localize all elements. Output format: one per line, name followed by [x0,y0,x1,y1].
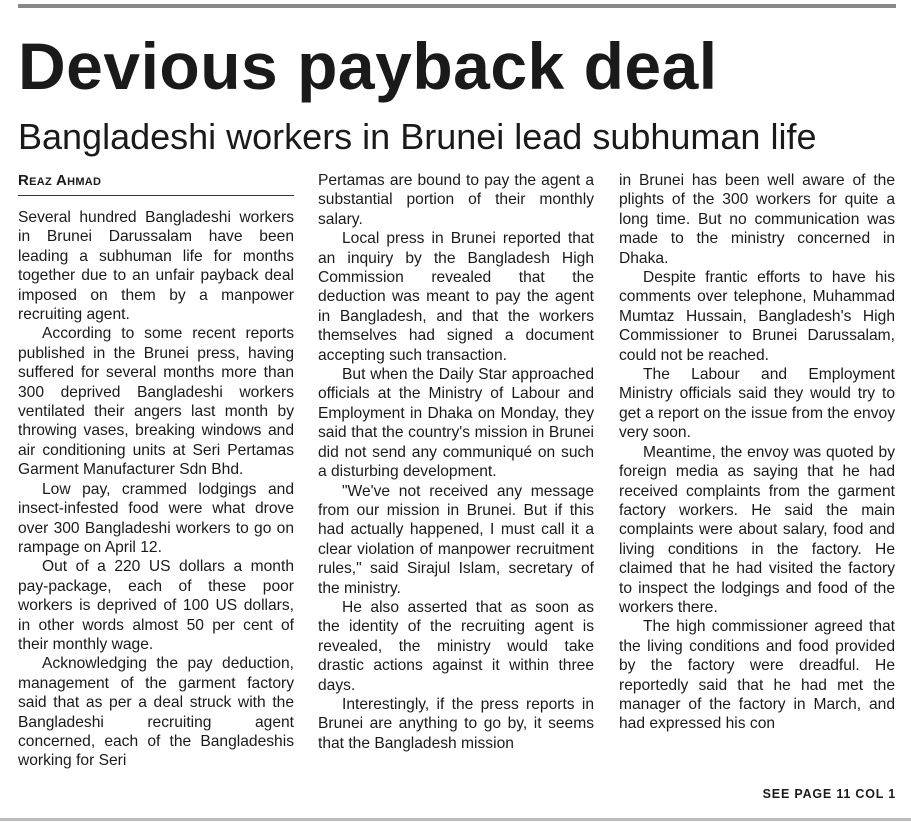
paragraph: Acknowledging the pay deduction, management of the garment factory said that as per a deal struck with the Bangladeshi recruiting agent concerned, each of the Bangladeshis working for Seri [18,655,294,770]
paragraph: Local press in Brunei reported that an inquiry by the Bangladesh High Commission revealed that the deduction was meant to pay the agent in Bangladesh, and that the workers themselves had signed a document accepting such transaction. [318,230,594,364]
paragraph: "We've not received any message from our mission in Brunei. But if this had actually happened, I must call it a clear violation of manpower recruitment rules," said Sirajul Islam, secretary of the ministry. [318,482,594,597]
top-rule [18,4,896,8]
bottom-rule [0,818,911,821]
article-column-2 [318,171,594,753]
paragraph: But when the Daily Star approached officials at the Ministry of Labour and Employment in Dhaka on Monday, they said that the country's mission in Brunei did not send any communiqué on such a disturbing development. [318,366,594,481]
article-column-3 [619,171,895,734]
paragraph: He also asserted that as soon as the identity of the recruiting agent is revealed, the ministry would take drastic actions against it within three days. [318,598,594,694]
paragraph: The Labour and Employment Ministry officials said they would try to get a report on the issue from the envoy very soon. [619,366,895,442]
paragraph: According to some recent reports published in the Brunei press, having suffered for several months more than 300 deprived Bangladeshi workers ventilated their angers last month by throwing vases, breaking windows and air conditioning units at Seri Pertamas Garment Manufacturer Sdn Bhd. [18,325,294,479]
paragraph: Several hundred Bangladeshi workers in Brunei Darussalam have been leading a subhuman life for months together due to an unfair payback deal imposed on them by a manpower recruiting agent. [18,209,294,324]
paragraph: Out of a 220 US dollars a month pay-package, each of these poor workers is deprived of 100 US dollars, in other words almost 50 per cent of their monthly wage. [18,558,294,653]
article-column-1 [18,171,294,771]
paragraph: The high commissioner agreed that the living conditions and food provided by the factory were dreadful. He reportedly said that he had met the manager of the factory in March, and had expressed his con [619,618,895,733]
subheadline: Bangladeshi workers in Brunei lead subhuman life [18,116,817,157]
paragraph: Despite frantic efforts to have his comments over telephone, Muhammad Mumtaz Hussain, Bangladesh's High Commissioner to Brunei Darussalam, could not be reached. [619,269,895,364]
paragraph: Interestingly, if the press reports in Brunei are anything to go by, it seems that the Bangladesh mission [318,695,594,752]
paragraph: in Brunei has been well aware of the plights of the 300 workers for quite a long time. But no communication was made to the ministry concerned in Dhaka. [619,172,895,267]
headline: Devious payback deal [18,29,718,103]
paragraph: Meantime, the envoy was quoted by foreign media as saying that he had received complaints from the garment factory workers. He said the main complaints were about salary, food and living conditions in the factory. He claimed that he had visited the factory to inspect the lodgings and food of the workers there. [619,443,895,616]
jump-line: SEE PAGE 11 COL 1 [762,787,896,801]
paragraph: Pertamas are bound to pay the agent a substantial portion of their monthly salary. [318,172,594,228]
byline: Reaz Ahmad [18,171,294,196]
paragraph: Low pay, crammed lodgings and insect-infested food were what drove over 300 Bangladeshi workers to go on rampage on April 12. [18,480,294,556]
